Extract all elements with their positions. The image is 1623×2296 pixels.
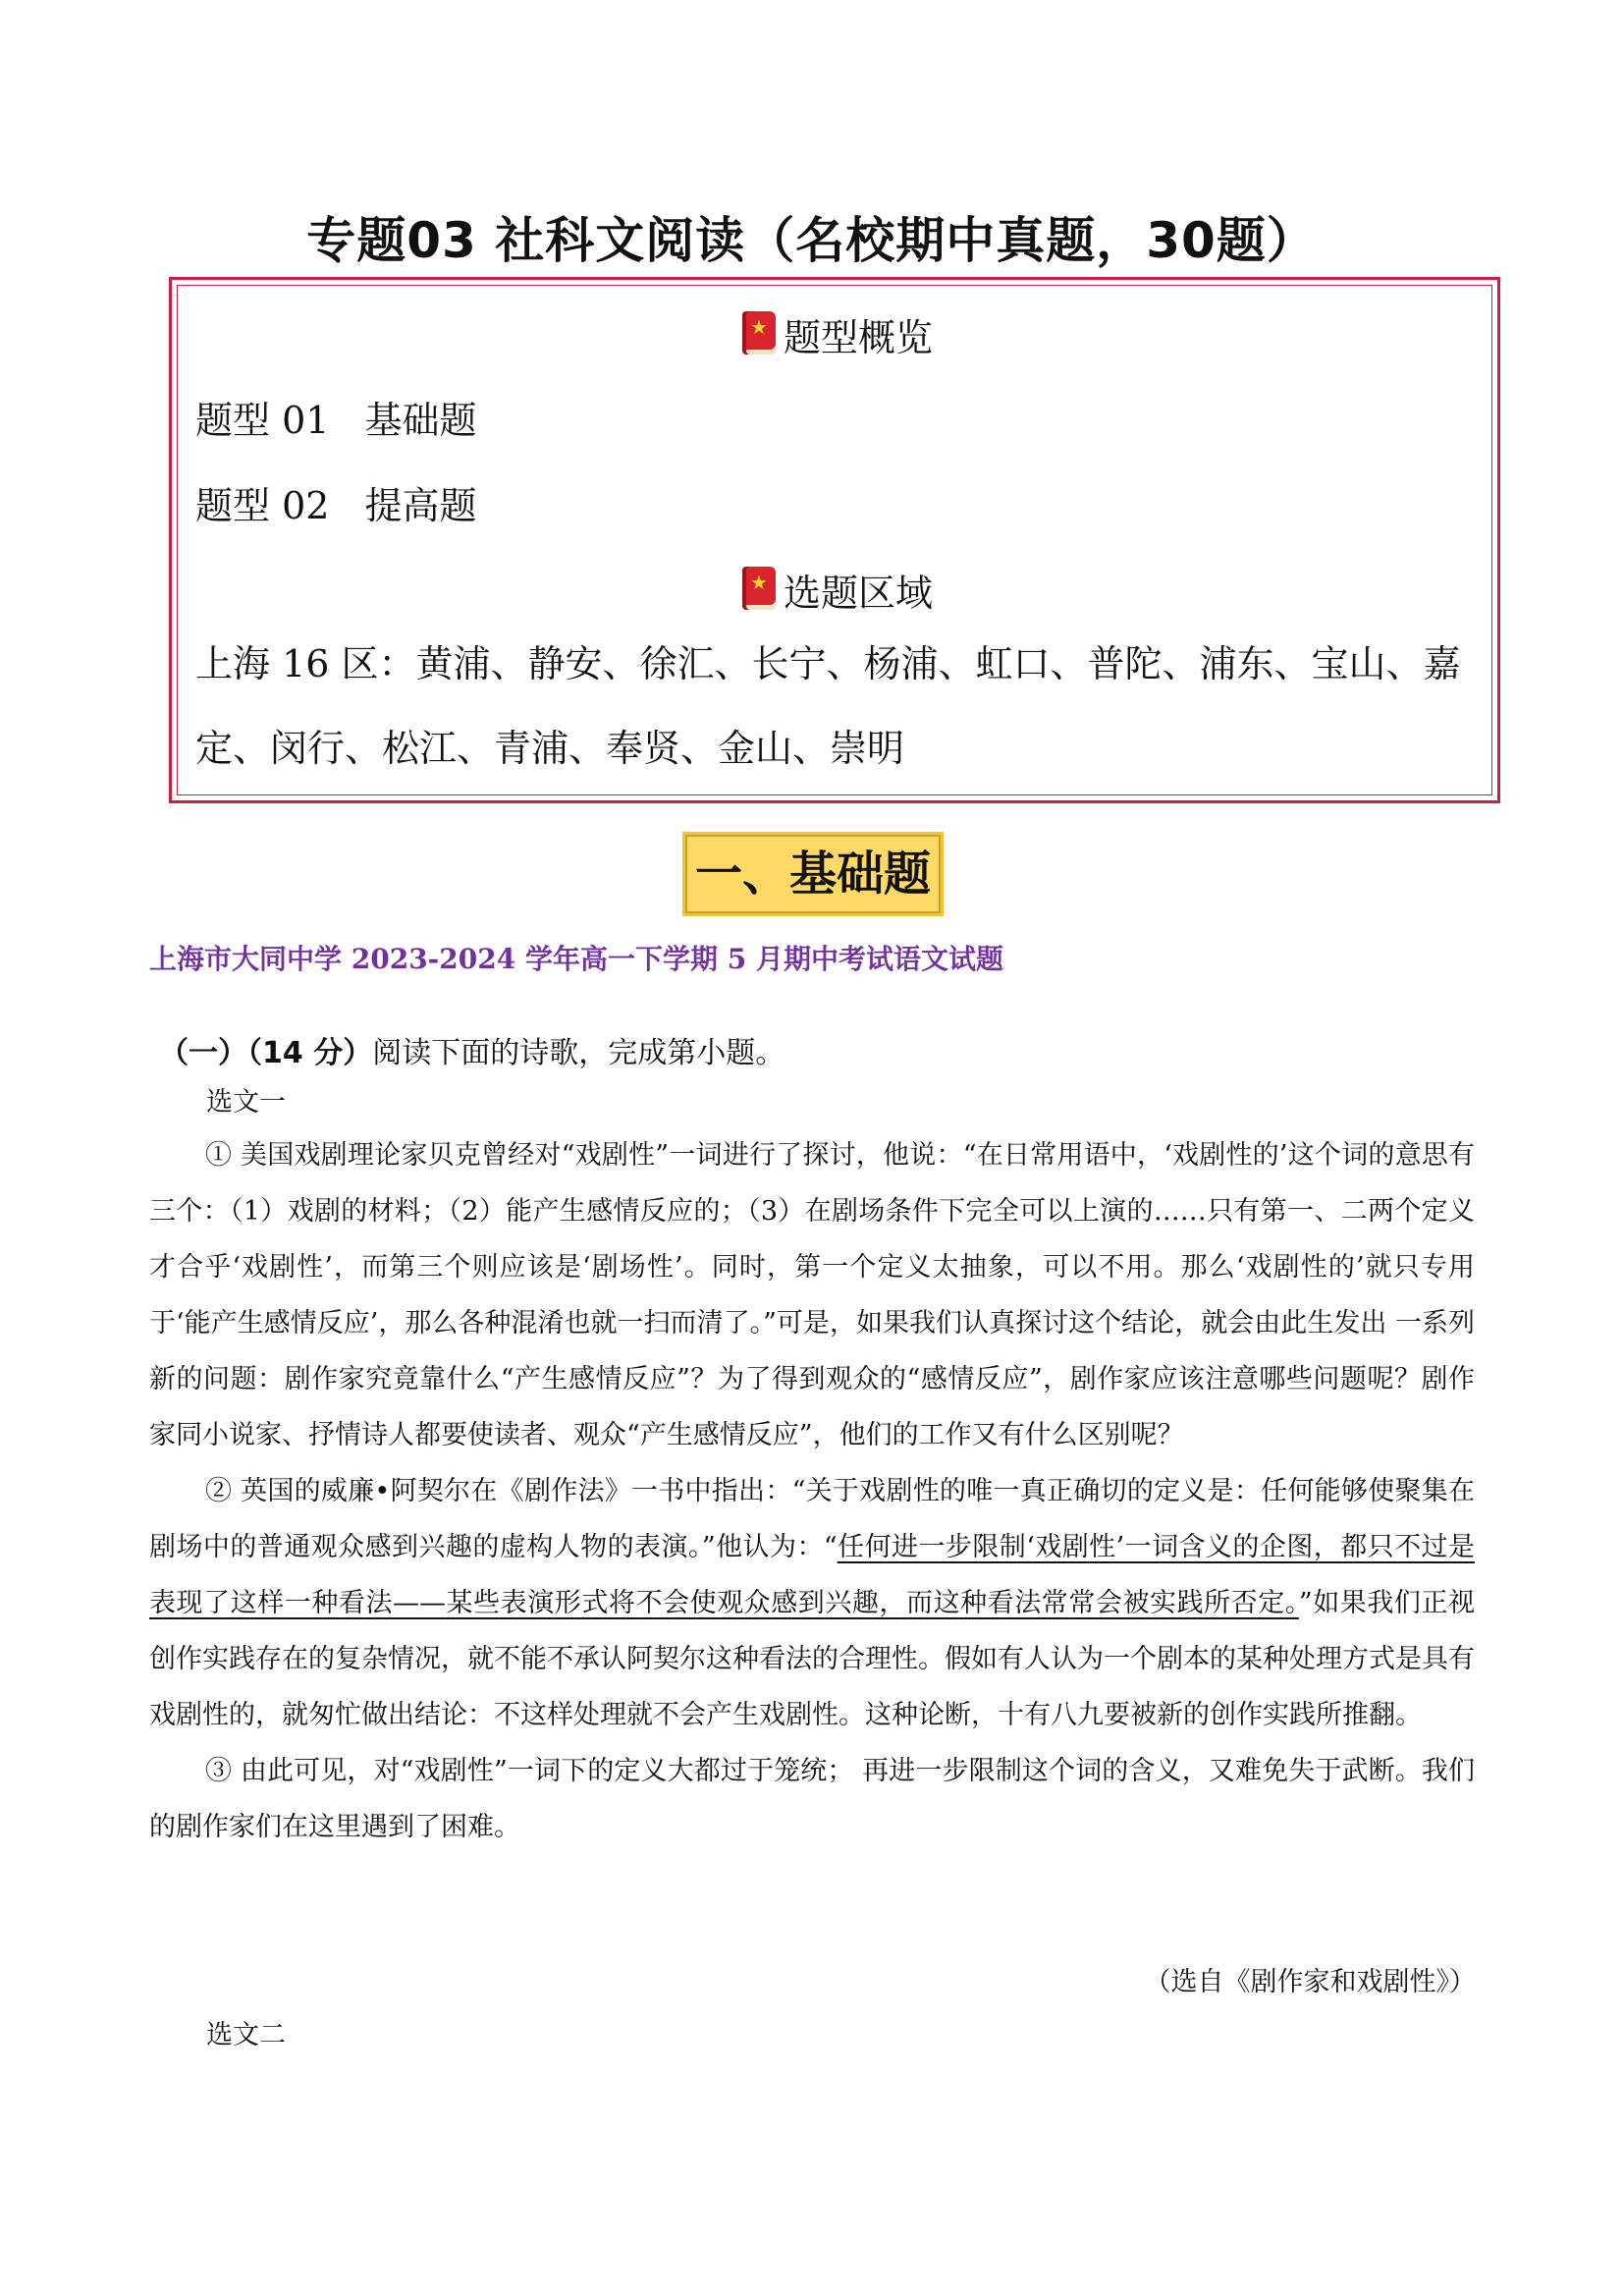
- passage-body: [149, 1127, 1475, 1855]
- overview-heading: [172, 307, 1503, 361]
- paragraph-1: ① 美国戏剧理论家贝克曾经对“戏剧性”一词进行了探讨，他说：“在日常用语中，‘戏剧性的’这个词的意思有三个：（1）戏剧的材料；（2）能产生感情反应的；（3）在剧场条件下完全可以上演的……只有第一、二两个定义才合乎‘戏剧性’，而第三个则应该是‘剧场性’。同时，第一个定义太抽象，可以不用。那么‘戏剧性的’就只专用于‘能产生感情反应’，那么各种混淆也就一扫而清了。”可是，如果我们认真探讨这个结论，就会由此生发出 一系列新的问题：剧作家究竟靠什么“产生感情反应”？为了得到观众的“感情反应”，剧作家应该注意哪些问题呢？剧作家同小说家、抒情诗人都要使读者、观众“产生感情反应”，他们的工作又有什么区别呢？: [149, 1140, 1475, 1450]
- paragraph-3: ③ 由此可见，对“戏剧性”一词下的定义大都过于笼统； 再进一步限制这个词的含义，又难免失于武断。我们的剧作家们在这里遇到了困难。: [149, 1756, 1475, 1842]
- type-item-1: [195, 390, 476, 444]
- type-item-2: [195, 475, 476, 529]
- paragraph-2-text: ② 英国的威廉•阿契尔在《剧作法》一书中指出：“关于戏剧性的唯一真正确切的定义是：任何能够使聚集在剧场中的普通观众感到兴趣的虚构人物的表演。”他认为：“: [149, 1476, 1475, 1562]
- question-header: [159, 1028, 784, 1071]
- page-title: 专题03 社科文阅读（名校期中真题，30题）: [306, 212, 1317, 269]
- question-text: 阅读下面的诗歌，完成第小题。: [372, 1036, 785, 1070]
- overview-box: [169, 277, 1500, 803]
- region-heading: [172, 563, 1503, 617]
- book-icon: [742, 311, 776, 355]
- paragraph-2: [149, 1463, 1475, 1743]
- book-icon: [742, 567, 776, 610]
- overview-heading-text: 题型概览: [783, 316, 933, 359]
- underlined-quote: 任何进一步限制‘戏剧性’一词含义的企图，都只不过是表现了这样一种看法——某些表演形式将不会使观众感到兴趣，而这种看法常常会被实践所否定。: [149, 1532, 1475, 1618]
- section-banner: 一、基础题: [685, 835, 941, 913]
- type-code: 题型 01: [195, 399, 330, 442]
- region-heading-text: 选题区域: [783, 572, 933, 615]
- type-name: 基础题: [364, 399, 477, 442]
- region-list: 上海 16 区：黄浦、静安、徐汇、长宁、杨浦、虹口、普陀、浦东、宝山、嘉定、闵行、松江、青浦、奉贤、金山、崇明: [195, 642, 1461, 770]
- type-name: 提高题: [364, 484, 477, 527]
- citation: （选自《剧作家和戏剧性》）: [1144, 1967, 1476, 1997]
- paragraph-2-rest: ”如果我们正视创作实践存在的复杂情况，就不能不承认阿契尔这种看法的合理性。假如有人认为一个剧本的某种处理方式是具有戏剧性的，就匆忙做出结论：不这样处理就不会产生戏剧性。这种论断，十有八九要被新的创作实践所推翻。: [149, 1588, 1475, 1730]
- selection-label-2: 选文二: [206, 2020, 286, 2050]
- type-code: 题型 02: [195, 484, 330, 527]
- question-prefix: （一）（14 分）: [159, 1036, 373, 1070]
- exam-source: 上海市大同中学 2023-2024 学年高一下学期 5 月期中考试语文试题: [149, 943, 1003, 975]
- selection-label-1: 选文一: [206, 1087, 286, 1118]
